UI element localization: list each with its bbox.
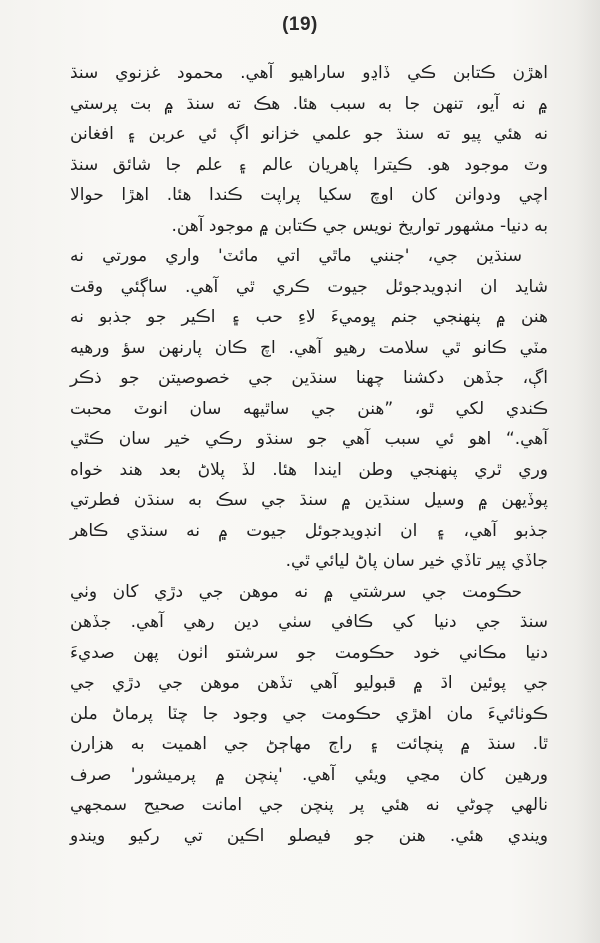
text-line: مٽي ڪانو ٿي سلامت رهيو آهي. اچ ڪان پارنهن سؤ ورهيه: [70, 337, 548, 358]
page-number: (19): [282, 14, 318, 35]
text-line: ۾ نه آيو، تنهن جا به سبب هئا. هڪ ته سنڌ ۾ بت پرستي: [70, 93, 548, 114]
text-line: ڪندي لکي ٿو، ”هنن جي ساٿيهه سان انوٽ محبت: [70, 398, 548, 419]
paragraph-start-line: حڪومت جي سرشتي ۾ نه موهن جي دڙي کان وٺي: [70, 581, 522, 602]
text-line: نالهي چوڻي نه هئي پر پنچن جي امانت صحيح سمجهي: [70, 795, 548, 815]
text-line: جذبو آهي، ۽ ان انڊويدجوئل جيوت ۾ نه سنڌي ڪاهر: [70, 520, 548, 541]
text-line: جي پوئين اڌ ۾ قبوليو آهي تڏهن موهن جي دڙي جي: [70, 673, 548, 693]
text-line: دنيا مڪاني خود حڪومت جو سرشتو اٺون پهن صديءَ: [70, 642, 548, 663]
text-line: اڳ، جڏهن دکشنا چهنا سنڌين جي خصوصيتن جو ذڪر: [70, 368, 548, 388]
text-line: به دنيا- مشهور تواريخ نويس جي ڪتابن ۾ موجود آهن.: [171, 215, 548, 236]
text-line: وري ٿري پنهنجي وطن ايندا هئا. لڏ پلاڻ بعد هند خواه: [70, 459, 548, 480]
text-line: ٿا. سنڌ ۾ پنچائت ۽ راڄ مهاڄڻ جي اهميت به هزارن: [70, 734, 548, 754]
page-body-text: [70, 58, 548, 851]
text-line: نه هئي پيو ته سنڌ جو علمي خزانو اڳ ئي عربن ۽ افغانن: [70, 124, 548, 144]
text-line: جاڏي پير تاڏي خير سان پاڻ ليائي ٿي.: [285, 551, 548, 571]
text-line: پوڏيهن ۾ وسيل سنڌين ۾ سنڌ جي سڪ به سنڌن فطرتي: [70, 490, 548, 510]
text-line: آهي.“ اهو ئي سبب آهي جو سنڌو رڪي خير سان ڪٿي: [70, 429, 548, 449]
text-line: وٽ موجود هو. ڪيترا پاهريان عالم ۽ علم جا شائق سنڌ: [70, 154, 548, 175]
text-line: سنڌ جي دنيا کي ڪافي سٺي دين رهي آهي. جڏهن: [70, 612, 548, 632]
text-line: هنن ۾ پنهنجي جنم ڀوميءَ لاءِ حب ۽ اڪير جو جذبو نه: [70, 307, 548, 327]
text-line: اهڙن ڪتابن ڪي ڏاڍو ساراهيو آهي. محمود غزنوي سنڌ: [70, 63, 548, 83]
text-line: ويندي هئي. هنن جو فيصلو اڪين تي رکيو ويندو: [70, 825, 548, 846]
text-line: ڪوٺائيءَ مان اهڙي حڪومت جي وجود جا چٽا پرماڻ ملن: [70, 703, 548, 724]
text-line: شايد ان انڊويدجوئل جيوت ڪري ٿي آهي. ساڳئي وقت: [70, 276, 548, 297]
text-line: اچي ودوانن کان اوچ سکيا پراپت ڪندا هئا. اهڙا حوالا: [70, 185, 548, 205]
text-line: ورهين کان مڃي ويئي آهي. 'پنچن ۾ پرميشور' صرف: [70, 764, 548, 785]
paragraph-start-line: سنڌين جي، 'جنني ماٿي اتي مائٽ' واري مورتي نه: [70, 246, 522, 266]
